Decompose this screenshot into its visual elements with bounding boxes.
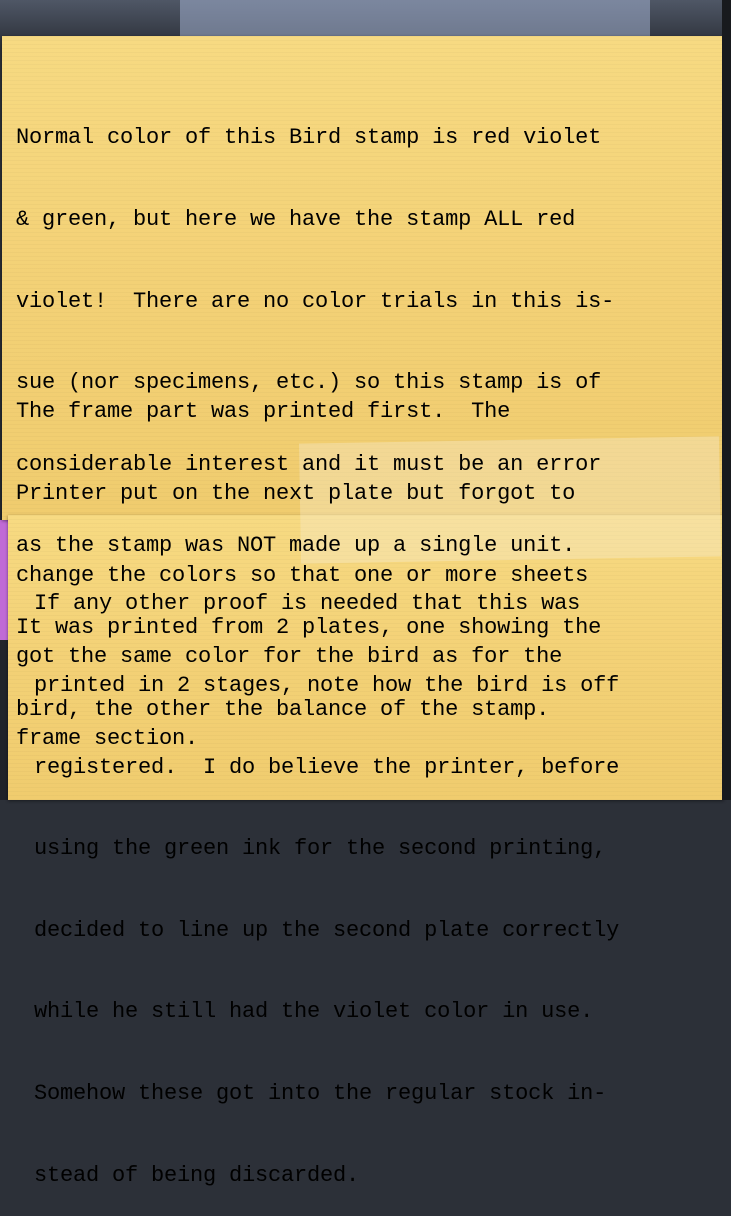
text-line: frame section. bbox=[16, 725, 199, 751]
text-line: considerable interest and it must be an error bbox=[16, 451, 602, 477]
paragraph-proof bbox=[34, 536, 619, 1216]
text-line: Normal color of this Bird stamp is red violet bbox=[16, 125, 602, 151]
text-line: sue (nor specimens, etc.) so this stamp is of bbox=[16, 370, 602, 396]
text-line: violet! There are no color trials in this is- bbox=[16, 288, 615, 314]
right-edge-shadow bbox=[722, 0, 731, 800]
text-line: It was printed from 2 plates, one showing the bbox=[16, 614, 602, 640]
text-line: bird, the other the balance of the stamp. bbox=[16, 696, 550, 722]
text-line: The frame part was printed first. The bbox=[16, 399, 511, 425]
text-line: stead of being discarded. bbox=[34, 1162, 360, 1188]
text-line: decided to line up the second plate correctly bbox=[34, 917, 620, 943]
text-line: printed in 2 stages, note how the bird is off bbox=[34, 673, 620, 698]
text-line: change the colors so that one or more sheets bbox=[16, 562, 589, 588]
album-edge bbox=[0, 520, 8, 640]
text-line: & green, but here we have the stamp ALL red bbox=[16, 207, 576, 232]
text-line: while he still had the violet color in use. bbox=[34, 999, 594, 1025]
text-line: got the same color for the bird as for the bbox=[16, 644, 563, 670]
text-line: If any other proof is needed that this was bbox=[34, 591, 581, 617]
text-line: Printer put on the next plate but forgot to bbox=[16, 481, 576, 506]
text-line: using the green ink for the second printing, bbox=[34, 836, 607, 862]
text-line: registered. I do believe the printer, before bbox=[34, 754, 620, 780]
text-line: as the stamp was NOT made up a single unit. bbox=[16, 533, 576, 559]
text-line: Somehow these got into the regular stock in- bbox=[34, 1080, 607, 1106]
